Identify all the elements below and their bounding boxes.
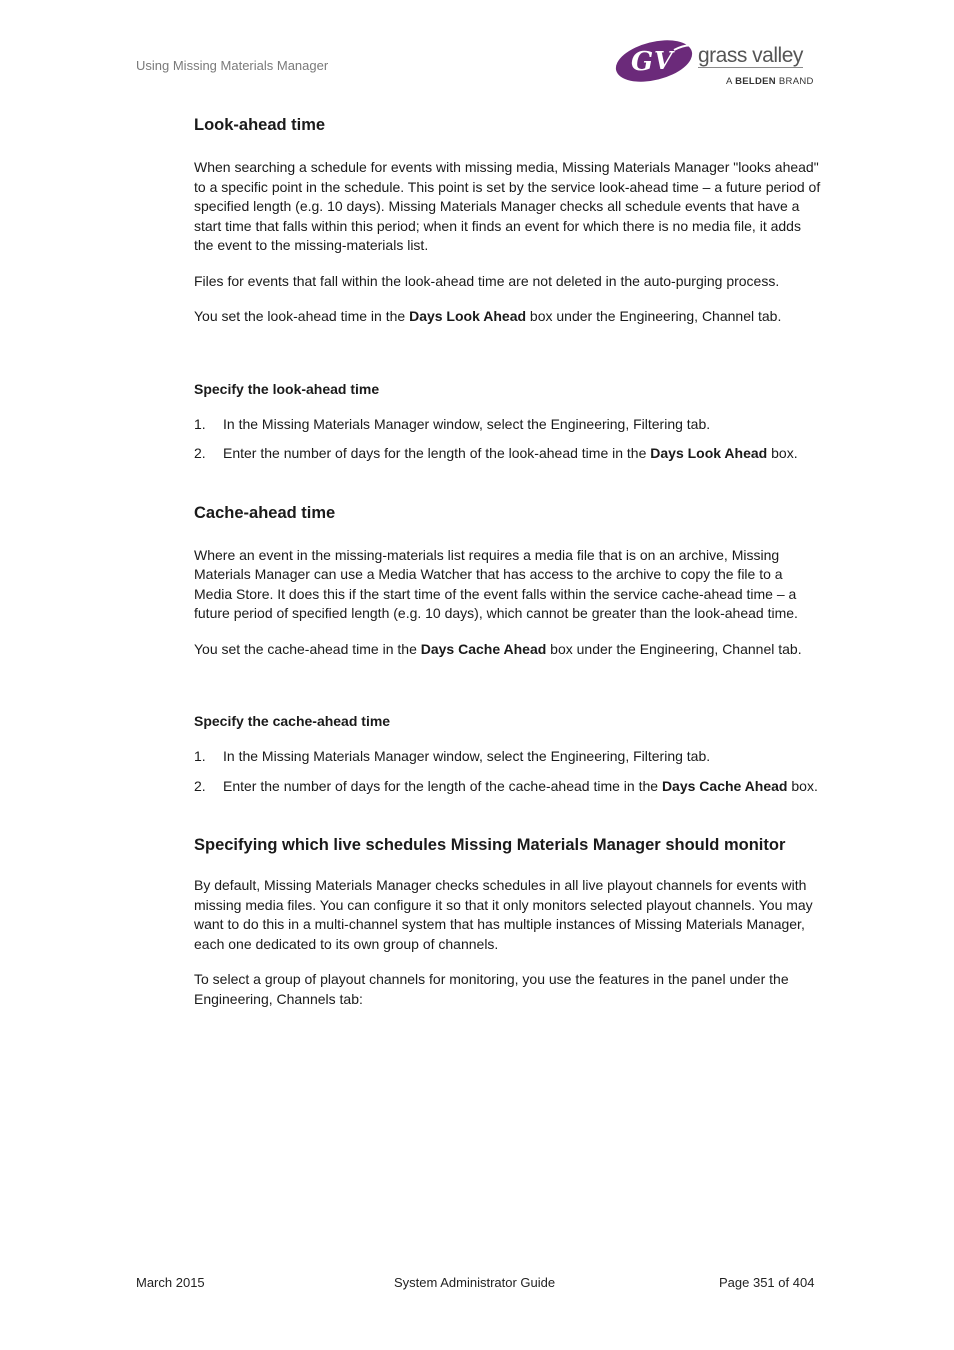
- step-text: In the Missing Materials Manager window, select the Engineering, Filtering tab.: [223, 415, 711, 432]
- logo-tagline-brand: BELDEN: [735, 76, 776, 87]
- step-number: 2.: [194, 777, 206, 794]
- text: box under the Engineering, Channel tab.: [526, 308, 782, 324]
- live-schedules-paragraph-2: To select a group of playout channels for monitoring, you use the features in the panel under the Engineering, Channels tab:: [194, 971, 789, 1007]
- footer-page-number: Page 351 of 404: [719, 1275, 815, 1290]
- grass-valley-logo: [614, 36, 818, 92]
- section-heading-cache-ahead: Cache-ahead time: [194, 503, 336, 522]
- svg-text:V: V: [654, 46, 673, 75]
- step-number: 2.: [194, 445, 206, 461]
- cache-ahead-steps: [194, 747, 822, 796]
- text: You set the look-ahead time in the: [194, 308, 410, 324]
- section-heading-live-schedules: Specifying which live schedules Missing Materials Manager should monitor: [194, 836, 786, 854]
- ui-term-days-cache-ahead: Days Cache Ahead: [661, 777, 788, 794]
- step-text: Enter the number of days for the length of the cache-ahead time in the: [223, 777, 662, 794]
- ui-term-days-look-ahead: Days Look Ahead: [409, 308, 527, 324]
- cache-ahead-paragraph-2: [194, 640, 822, 660]
- list-item: [194, 444, 822, 464]
- logo-tagline-suffix: BRAND: [778, 76, 814, 87]
- text: box under the Engineering, Channel tab.: [546, 640, 802, 657]
- look-ahead-steps: [194, 415, 822, 464]
- list-item: [194, 777, 822, 797]
- live-schedules-paragraph-1: By default, Missing Materials Manager checks schedules in all live playout channels for events with missing media files. You can configure it so that it only monitors selected playout channels. You may want to do this in a multi-channel system that has multiple instances of Missing Materials Manager, each one dedicated to its own group of channels.: [194, 877, 813, 952]
- step-number: 1.: [194, 748, 206, 764]
- text: You set the cache-ahead time in the: [194, 640, 421, 657]
- ui-term-days-cache-ahead: Days Cache Ahead: [420, 640, 547, 657]
- grass-valley-swoosh-icon: [614, 36, 700, 86]
- list-item: [194, 415, 822, 435]
- cache-ahead-paragraph-1: Where an event in the missing-materials list requires a media file that is on an archive, Missing Materials Manager can use a Media Watcher that has access to the archive to copy the file to a Media Store. It does this if the start time of the event falls within the service cache-ahead time – a future period of specified length (e.g. 10 days), which cannot be greater than the look-ahead time.: [194, 546, 798, 621]
- look-ahead-paragraph-3: [194, 307, 822, 327]
- step-text: box.: [787, 777, 818, 794]
- look-ahead-paragraph-2: Files for events that fall within the look-ahead time are not deleted in the auto-purging process.: [194, 272, 780, 289]
- section-heading-look-ahead: Look-ahead time: [194, 116, 326, 134]
- procedure-heading-look-ahead: Specify the look-ahead time: [194, 380, 380, 397]
- footer-date: March 2015: [136, 1275, 205, 1290]
- svg-text:G: G: [631, 47, 654, 77]
- logo-tagline-prefix: A: [726, 76, 733, 87]
- page-content: [194, 112, 822, 1009]
- ui-term-days-look-ahead: Days Look Ahead: [650, 445, 768, 461]
- step-text: box.: [767, 445, 798, 461]
- running-header: Using Missing Materials Manager: [136, 58, 329, 73]
- procedure-heading-cache-ahead: Specify the cache-ahead time: [194, 713, 391, 729]
- step-text: In the Missing Materials Manager window, select the Engineering, Filtering tab.: [223, 748, 711, 764]
- step-text: Enter the number of days for the length of the look-ahead time in the: [223, 445, 651, 461]
- logo-tagline: [726, 76, 814, 87]
- footer-title: System Administrator Guide: [394, 1275, 556, 1290]
- step-number: 1.: [194, 415, 206, 432]
- list-item: [194, 747, 822, 767]
- logo-brand-name: grass valley: [698, 44, 803, 67]
- look-ahead-paragraph-1: When searching a schedule for events with missing media, Missing Materials Manager "looks ahead" to a specific point in the schedule. This point is set by the service look-ahead time – a future period of specified length (e.g. 10 days). Missing Materials Manager checks all schedule events that have a start time that falls within this period; when it finds an event for which there is no media file, it adds the event to the missing-materials list.: [194, 159, 821, 253]
